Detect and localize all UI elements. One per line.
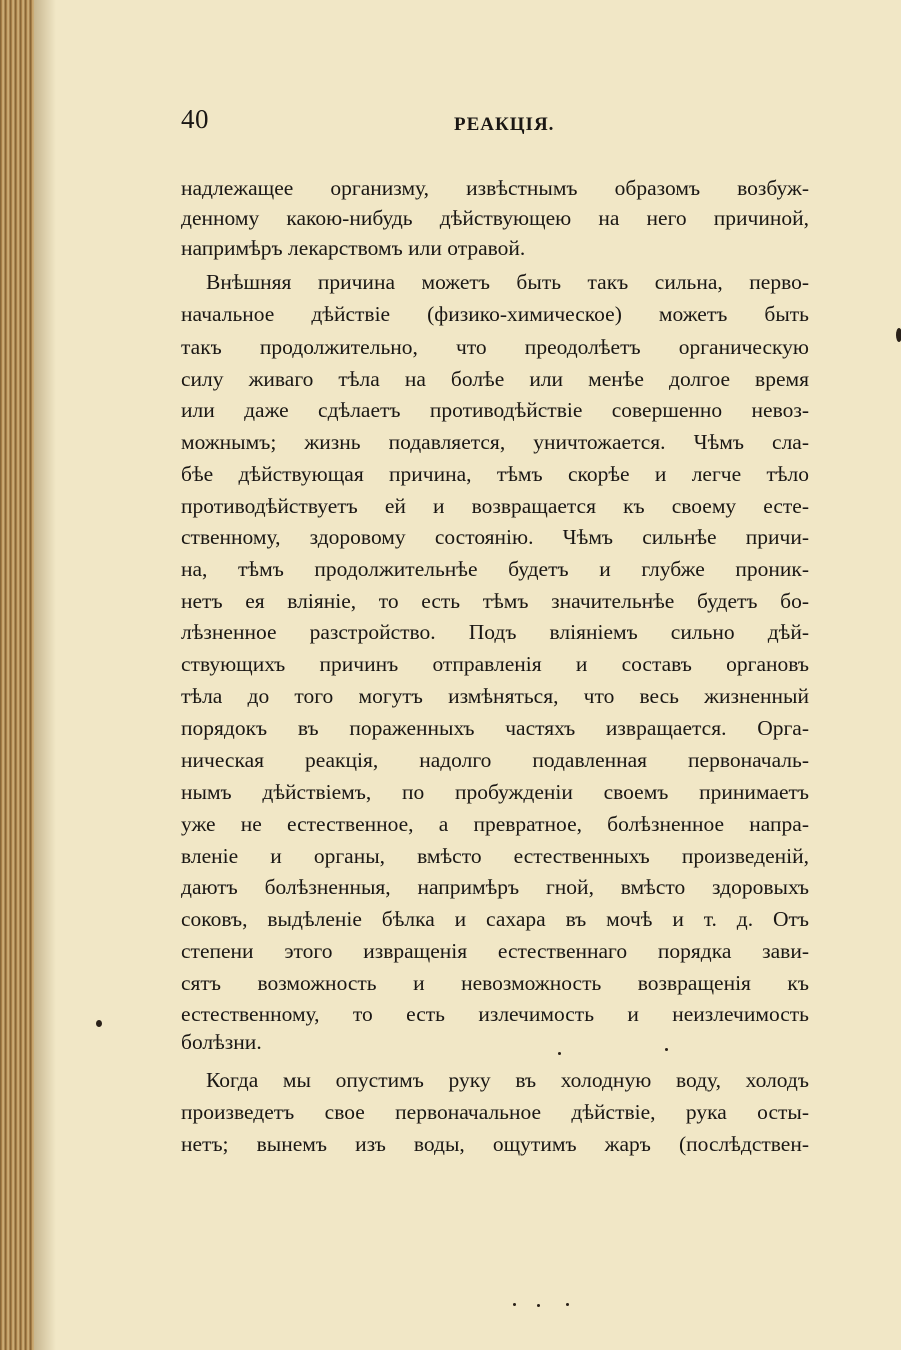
text-line: на, тѣмъ продолжительнѣе будетъ и глубже проник- — [181, 557, 809, 581]
text-line: нетъ ея вліяніе, то есть тѣмъ значительнѣе будетъ бо- — [181, 589, 809, 613]
ink-speck — [537, 1304, 540, 1307]
ink-speck — [558, 1052, 561, 1055]
text-line: такъ продолжительно, что преодолѣетъ органическую — [181, 335, 809, 359]
text-line: даютъ болѣзненныя, напримѣръ гной, вмѣсто здоровыхъ — [181, 875, 809, 899]
ink-speck — [96, 1020, 102, 1027]
text-line: можнымъ; жизнь подавляется, уничтожается. Чѣмъ сла- — [181, 430, 809, 454]
text-line: сятъ возможность и невозможность возвращенія къ — [181, 971, 809, 995]
text-line: Когда мы опустимъ руку въ холодную воду, холодъ — [206, 1068, 809, 1092]
text-line: произведетъ свое первоначальное дѣйствіе, рука осты- — [181, 1100, 809, 1124]
book-page-edge — [0, 0, 34, 1350]
text-line: бѣе дѣйствующая причина, тѣмъ скорѣе и легче тѣло — [181, 462, 809, 486]
text-line: силу живаго тѣла на болѣе или менѣе долгое время — [181, 367, 809, 391]
text-line: болѣзни. — [181, 1030, 262, 1054]
text-line: естественному, то есть излечимость и неизлечимость — [181, 1002, 809, 1026]
text-line: ствующихъ причинъ отправленія и составъ органовъ — [181, 652, 809, 676]
text-line: лѣзненное разстройство. Подъ вліяніемъ сильно дѣй- — [181, 620, 809, 644]
ink-speck — [566, 1303, 569, 1306]
text-line: напримѣръ лекарствомъ или отравой. — [181, 236, 526, 260]
ink-speck — [665, 1048, 668, 1051]
text-line: денному какою-нибудь дѣйствующею на него причиной, — [181, 206, 809, 230]
ink-speck — [513, 1303, 516, 1306]
text-line: нымъ дѣйствіемъ, по пробужденіи своемъ принимаетъ — [181, 780, 809, 804]
text-line: ственному, здоровому состоянію. Чѣмъ сильнѣе причи- — [181, 525, 809, 549]
text-line: тѣла до того могутъ измѣняться, что весь жизненный — [181, 684, 809, 708]
text-line: начальное дѣйствіе (физико-химическое) можетъ быть — [181, 302, 809, 326]
text-line: надлежащее организму, извѣстнымъ образомъ возбуж- — [181, 176, 809, 200]
text-line: степени этого извращенія естественнаго порядка зави- — [181, 939, 809, 963]
text-line: порядокъ въ пораженныхъ частяхъ извращается. Орга- — [181, 716, 809, 740]
text-line: или даже сдѣлаетъ противодѣйствіе совершенно невоз- — [181, 398, 809, 422]
page-number: 40 — [181, 104, 209, 134]
text-line: соковъ, выдѣленіе бѣлка и сахара въ мочѣ и т. д. Отъ — [181, 907, 809, 931]
text-line: вленіе и органы, вмѣсто естественныхъ произведеній, — [181, 844, 809, 868]
gutter-shadow — [34, 0, 56, 1350]
text-line: ническая реакція, надолго подавленная первоначаль- — [181, 748, 809, 772]
text-line: нетъ; вынемъ изъ воды, ощутимъ жаръ (послѣдствен- — [181, 1132, 809, 1156]
ink-speck — [896, 328, 901, 342]
text-line: противодѣйствуетъ ей и возвращается къ своему есте- — [181, 494, 809, 518]
text-line: уже не естественное, а превратное, болѣзненное напра- — [181, 812, 809, 836]
running-head: РЕАКЦІЯ. — [454, 114, 555, 135]
text-line: Внѣшняя причина можетъ быть такъ сильна, перво- — [206, 270, 809, 294]
